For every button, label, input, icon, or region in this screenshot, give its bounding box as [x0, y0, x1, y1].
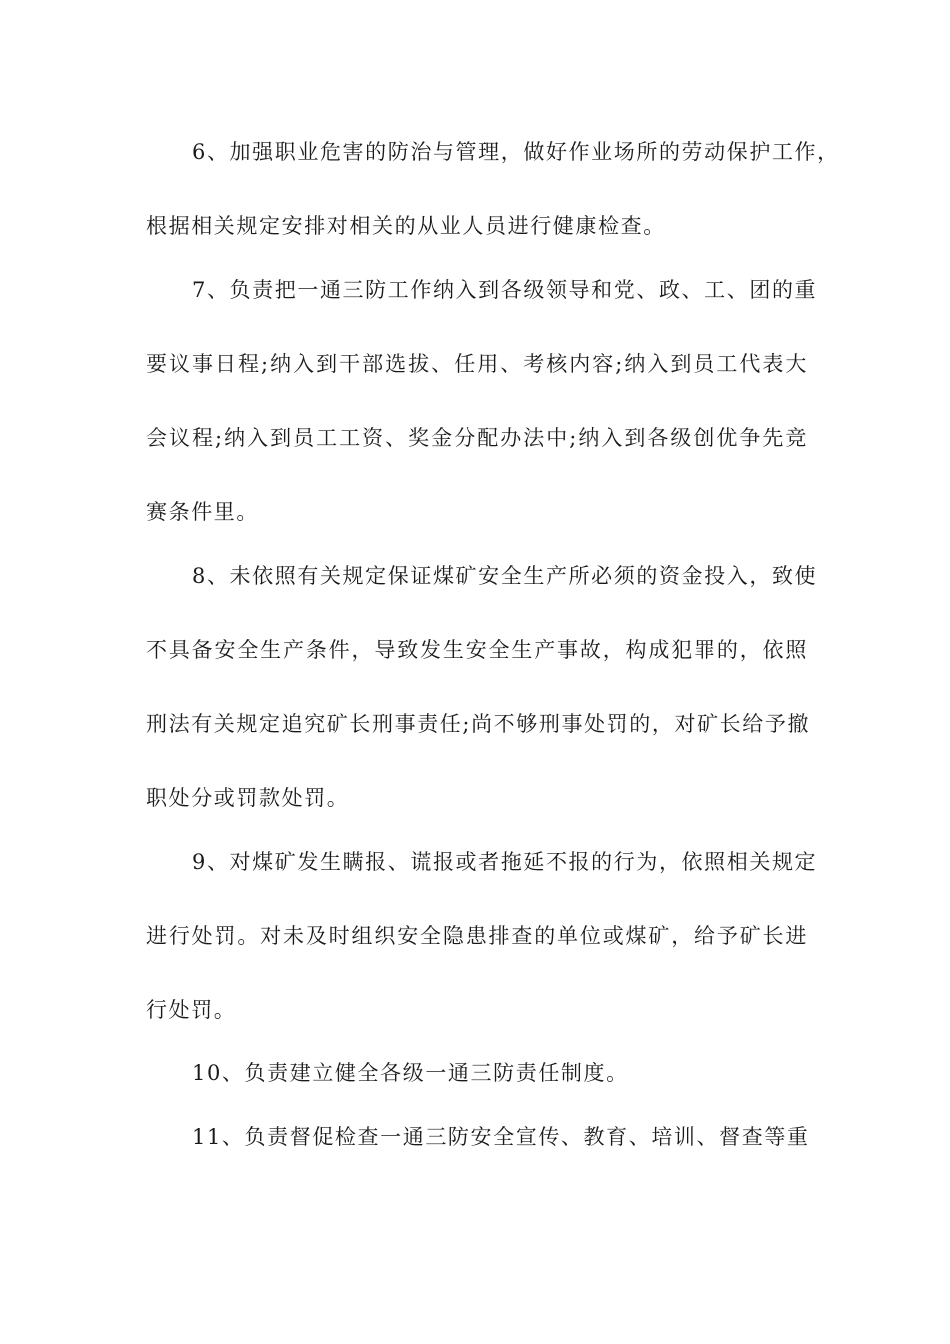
paragraph-8-line-1: 8、未依照有关规定保证煤矿安全生产所必须的资金投入，致使 — [192, 564, 818, 588]
paragraph-6-line-2: 根据相关规定安排对相关的从业人员进行健康检查。 — [146, 214, 666, 238]
paragraph-9-line-1: 9、对煤矿发生瞒报、谎报或者拖延不报的行为，依照相关规定 — [192, 850, 818, 874]
paragraph-9-line-2: 进行处罚。对未及时组织安全隐患排查的单位或煤矿，给予矿长进 — [146, 924, 808, 948]
paragraph-6-line-1: 6、加强职业危害的防治与管理，做好作业场所的劳动保护工作， — [192, 140, 840, 164]
paragraph-7-line-1: 7、负责把一通三防工作纳入到各级领导和党、政、工、团的重 — [192, 278, 818, 302]
paragraph-9-line-3: 行处罚。 — [146, 998, 237, 1022]
paragraph-10-line-1: 10、负责建立健全各级一通三防责任制度。 — [192, 1061, 629, 1085]
paragraph-8-line-2: 不具备安全生产条件，导致发生安全生产事故，构成犯罪的，依照 — [146, 638, 808, 662]
paragraph-7-line-2: 要议事日程;纳入到干部选拔、任用、考核内容;纳入到员工代表大 — [146, 352, 808, 376]
paragraph-11-line-1: 11、负责督促检查一通三防安全宣传、教育、培训、督查等重 — [192, 1125, 810, 1149]
paragraph-8-line-4: 职处分或罚款处罚。 — [146, 786, 350, 810]
paragraph-7-line-4: 赛条件里。 — [146, 500, 259, 524]
paragraph-7-line-3: 会议程;纳入到员工工资、奖金分配办法中;纳入到各级创优争先竞 — [146, 426, 808, 450]
paragraph-8-line-3: 刑法有关规定追究矿长刑事责任;尚不够刑事处罚的，对矿长给予撤 — [146, 712, 811, 736]
